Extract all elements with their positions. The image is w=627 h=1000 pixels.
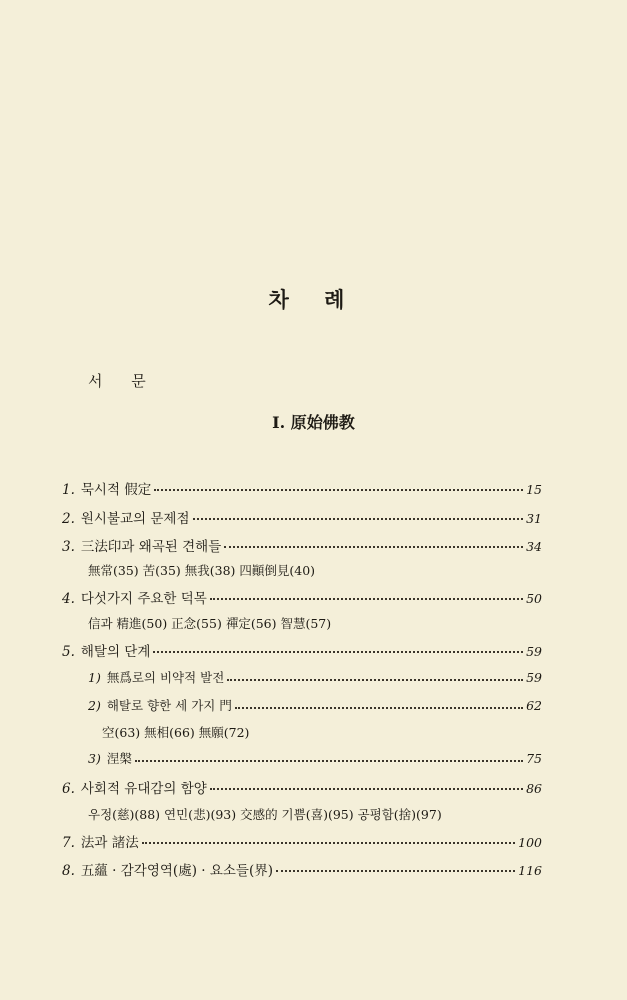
entry-label: 원시불교의 문제점: [80, 511, 190, 527]
sub-topics: 空(63) 無相(66) 無願(72): [102, 725, 250, 740]
toc-subentry[interactable]: [88, 749, 542, 769]
toc-entry[interactable]: [62, 587, 542, 607]
entry-label: 涅槃: [106, 751, 132, 766]
leader-dots: [142, 842, 515, 844]
entry-page: 116: [518, 863, 542, 878]
sub-topics: 無常(35) 苦(35) 無我(38) 四顚倒見(40): [88, 563, 316, 578]
sub-topics: 信과 精進(50) 正念(55) 禪定(56) 智慧(57): [88, 616, 332, 631]
entry-label: 五蘊 · 감각영역(處) · 요소들(界): [80, 863, 273, 879]
entry-label: 無爲로의 비약적 발전: [106, 670, 225, 685]
entry-page: 59: [526, 670, 542, 685]
entry-label: 해탈의 단계: [80, 644, 151, 660]
entry-number: 8.: [62, 863, 75, 879]
entry-number: 1.: [62, 482, 75, 498]
sub-topics: 우정(慈)(88) 연민(悲)(93) 交感的 기쁨(喜)(95) 공평함(捨)(97): [88, 807, 442, 822]
part-heading: Ⅰ. 原始佛教: [272, 413, 355, 432]
entry-page: 100: [518, 835, 542, 850]
entry-page: 50: [526, 591, 542, 606]
entry-number: 3.: [62, 539, 75, 555]
leader-dots: [193, 518, 524, 520]
leader-dots: [154, 489, 523, 491]
entry-label: 해탈로 향한 세 가지 門: [106, 698, 232, 713]
entry-number: 3): [88, 751, 101, 766]
leader-dots: [235, 707, 523, 709]
entry-page: 15: [526, 482, 542, 497]
toc-subentry[interactable]: [88, 668, 542, 688]
toc-entry[interactable]: [62, 478, 542, 498]
entry-number: 2): [88, 698, 101, 713]
entry-page: 62: [526, 698, 542, 713]
entry-label: 法과 諸法: [80, 835, 139, 851]
preface-heading: 서 문: [88, 372, 158, 390]
entry-number: 1): [88, 670, 101, 685]
entry-page: 86: [526, 781, 542, 796]
entry-label: 사회적 유대감의 함양: [80, 781, 207, 797]
toc-entry[interactable]: [62, 777, 542, 797]
entry-page: 34: [526, 539, 542, 554]
entry-number: 7.: [62, 835, 75, 851]
entry-label: 三法印과 왜곡된 견해들: [80, 539, 222, 555]
entry-number: 5.: [62, 644, 75, 660]
page-title: 차 례: [268, 287, 359, 312]
entry-label: 다섯가지 주요한 덕목: [80, 591, 207, 607]
leader-dots: [210, 788, 523, 790]
entry-page: 59: [526, 644, 542, 659]
entry-number: 2.: [62, 511, 75, 527]
leader-dots: [224, 546, 523, 548]
entry-label: 묵시적 假定: [80, 482, 152, 498]
toc-subentry[interactable]: [88, 696, 542, 716]
toc-entry[interactable]: [62, 831, 542, 851]
leader-dots: [135, 760, 523, 762]
entry-number: 6.: [62, 781, 75, 797]
leader-dots: [227, 679, 523, 681]
leader-dots: [276, 870, 515, 872]
toc-entry[interactable]: [62, 640, 542, 660]
toc-entry[interactable]: [62, 535, 542, 555]
entry-number: 4.: [62, 591, 75, 607]
toc-entry[interactable]: [62, 859, 542, 879]
entry-page: 31: [526, 511, 542, 526]
toc-entry[interactable]: [62, 507, 542, 527]
leader-dots: [153, 651, 523, 653]
leader-dots: [210, 598, 523, 600]
entry-page: 75: [526, 751, 542, 766]
